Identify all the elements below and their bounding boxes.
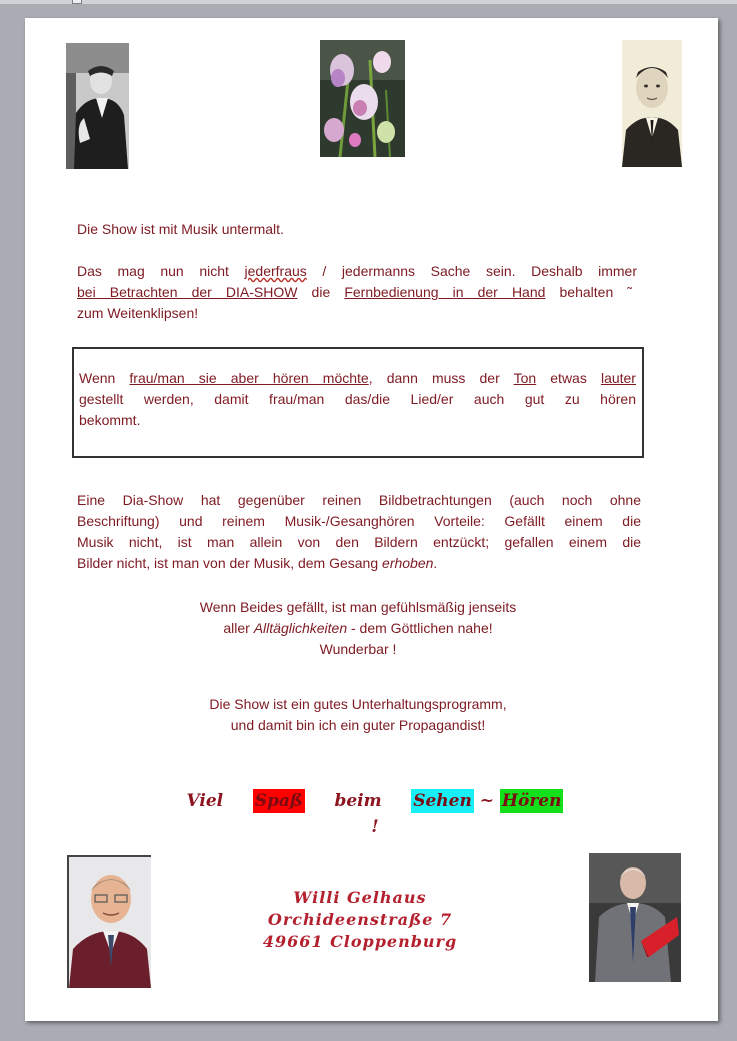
paragraph-remote-line2 [77, 282, 632, 303]
closing-separator: ~ [479, 791, 494, 811]
young-man-portrait-image [622, 40, 682, 167]
man-singing-image [66, 43, 129, 169]
feelings-line3: Wunderbar ! [319, 641, 397, 657]
paragraph-remote-line1 [77, 261, 637, 282]
text-span-underlined: lauter [600, 370, 636, 386]
document-page [25, 18, 718, 1021]
paragraph-intro [77, 219, 637, 240]
closing-exclamation: ! [371, 817, 379, 837]
text-span-underlined: jederfraus [244, 263, 307, 279]
photo-man-singing [66, 43, 129, 169]
text-span-underlined: bei Betrachten der DIA-SHOW [77, 284, 298, 300]
text-span: gestellt werden, damit frau/man das/die Lied/er auch gut zu hören [79, 391, 636, 407]
text-span: . [433, 555, 438, 571]
photo-young-man-portrait [622, 40, 682, 167]
text-span: / jedermanns Sache sein. Deshalb immer [306, 263, 637, 279]
closing-word-spass: Spaß [254, 791, 303, 811]
text-span: , dann muss der [368, 370, 514, 386]
text-span: die [297, 284, 345, 300]
text-span-italic: Alltäglichkeiten [253, 620, 348, 636]
photo-man-red-folder [589, 853, 681, 982]
signature-block [215, 887, 505, 953]
text-span: Das mag nun nicht [77, 263, 245, 279]
text-span: - dem Göttlichen nahe! [347, 620, 493, 636]
propaganda-line1: Die Show ist ein gutes Unterhaltungsprogramm, [209, 696, 507, 712]
text-span-underlined: Ton [513, 370, 537, 386]
feelings-line1: Wenn Beides gefällt, ist man gefühlsmäßig jenseits [199, 599, 517, 615]
text-span: Beschriftung) und reinem Musik-/Gesanghören Vorteile: Gefällt einem die [77, 513, 641, 529]
photo-orchids [320, 40, 405, 157]
closing-word-sehen: Sehen [413, 791, 472, 811]
propaganda-line2: und damit bin ich ein guter Propagandist! [230, 717, 486, 733]
text-span: bekommt. [79, 412, 141, 428]
centered-block-propaganda [85, 694, 631, 736]
ruler-corner-box [72, 0, 82, 4]
paragraph-advantages-line2 [77, 511, 641, 532]
paragraph-advantages-line4 [77, 553, 641, 574]
man-glasses-image [69, 857, 151, 988]
man-red-folder-image [589, 853, 681, 982]
photo-man-glasses-portrait [67, 855, 151, 988]
text-span: Wenn [79, 370, 130, 386]
signature-street: Orchideenstraße 7 [267, 910, 453, 929]
box-line2 [79, 389, 636, 410]
intro-text: Die Show ist mit Musik untermalt. [77, 221, 284, 237]
box-line1 [79, 368, 636, 389]
feelings-line2 [85, 618, 631, 639]
text-span: aller [223, 620, 254, 636]
text-span-italic: erhoben [382, 555, 434, 571]
text-span: zum Weitenklipsen! [77, 305, 199, 321]
closing-line [185, 788, 565, 840]
signature-name: Willi Gelhaus [293, 888, 427, 907]
paragraph-advantages-line1 [77, 490, 641, 511]
closing-word-hoeren: Hören [501, 791, 562, 811]
volume-notice-box [72, 347, 644, 458]
paragraph-advantages-line3 [77, 532, 641, 553]
text-span: etwas [536, 370, 601, 386]
text-span: Eine Dia-Show hat gegenüber reinen Bildbetrachtungen (auch noch ohne [77, 492, 641, 508]
text-span: Bilder nicht, ist man von der Musik, dem Gesang [77, 555, 383, 571]
text-span: Musik nicht, ist man allein von den Bildern entzückt; gefallen einem die [77, 534, 641, 550]
orchid-image [320, 40, 405, 157]
centered-block-feelings [85, 597, 631, 660]
ruler-bar [0, 0, 737, 4]
box-line3 [79, 410, 636, 431]
closing-word-beim: beim [334, 791, 382, 811]
text-span-underlined: frau/man sie aber hören möchte [129, 370, 369, 386]
closing-word-viel: Viel [186, 791, 224, 811]
paragraph-remote-line3 [77, 303, 637, 324]
text-span: behalten ˜ [545, 284, 632, 300]
signature-city: 49661 Cloppenburg [262, 932, 458, 951]
text-span-underlined: Fernbedienung in der Hand [344, 284, 546, 300]
